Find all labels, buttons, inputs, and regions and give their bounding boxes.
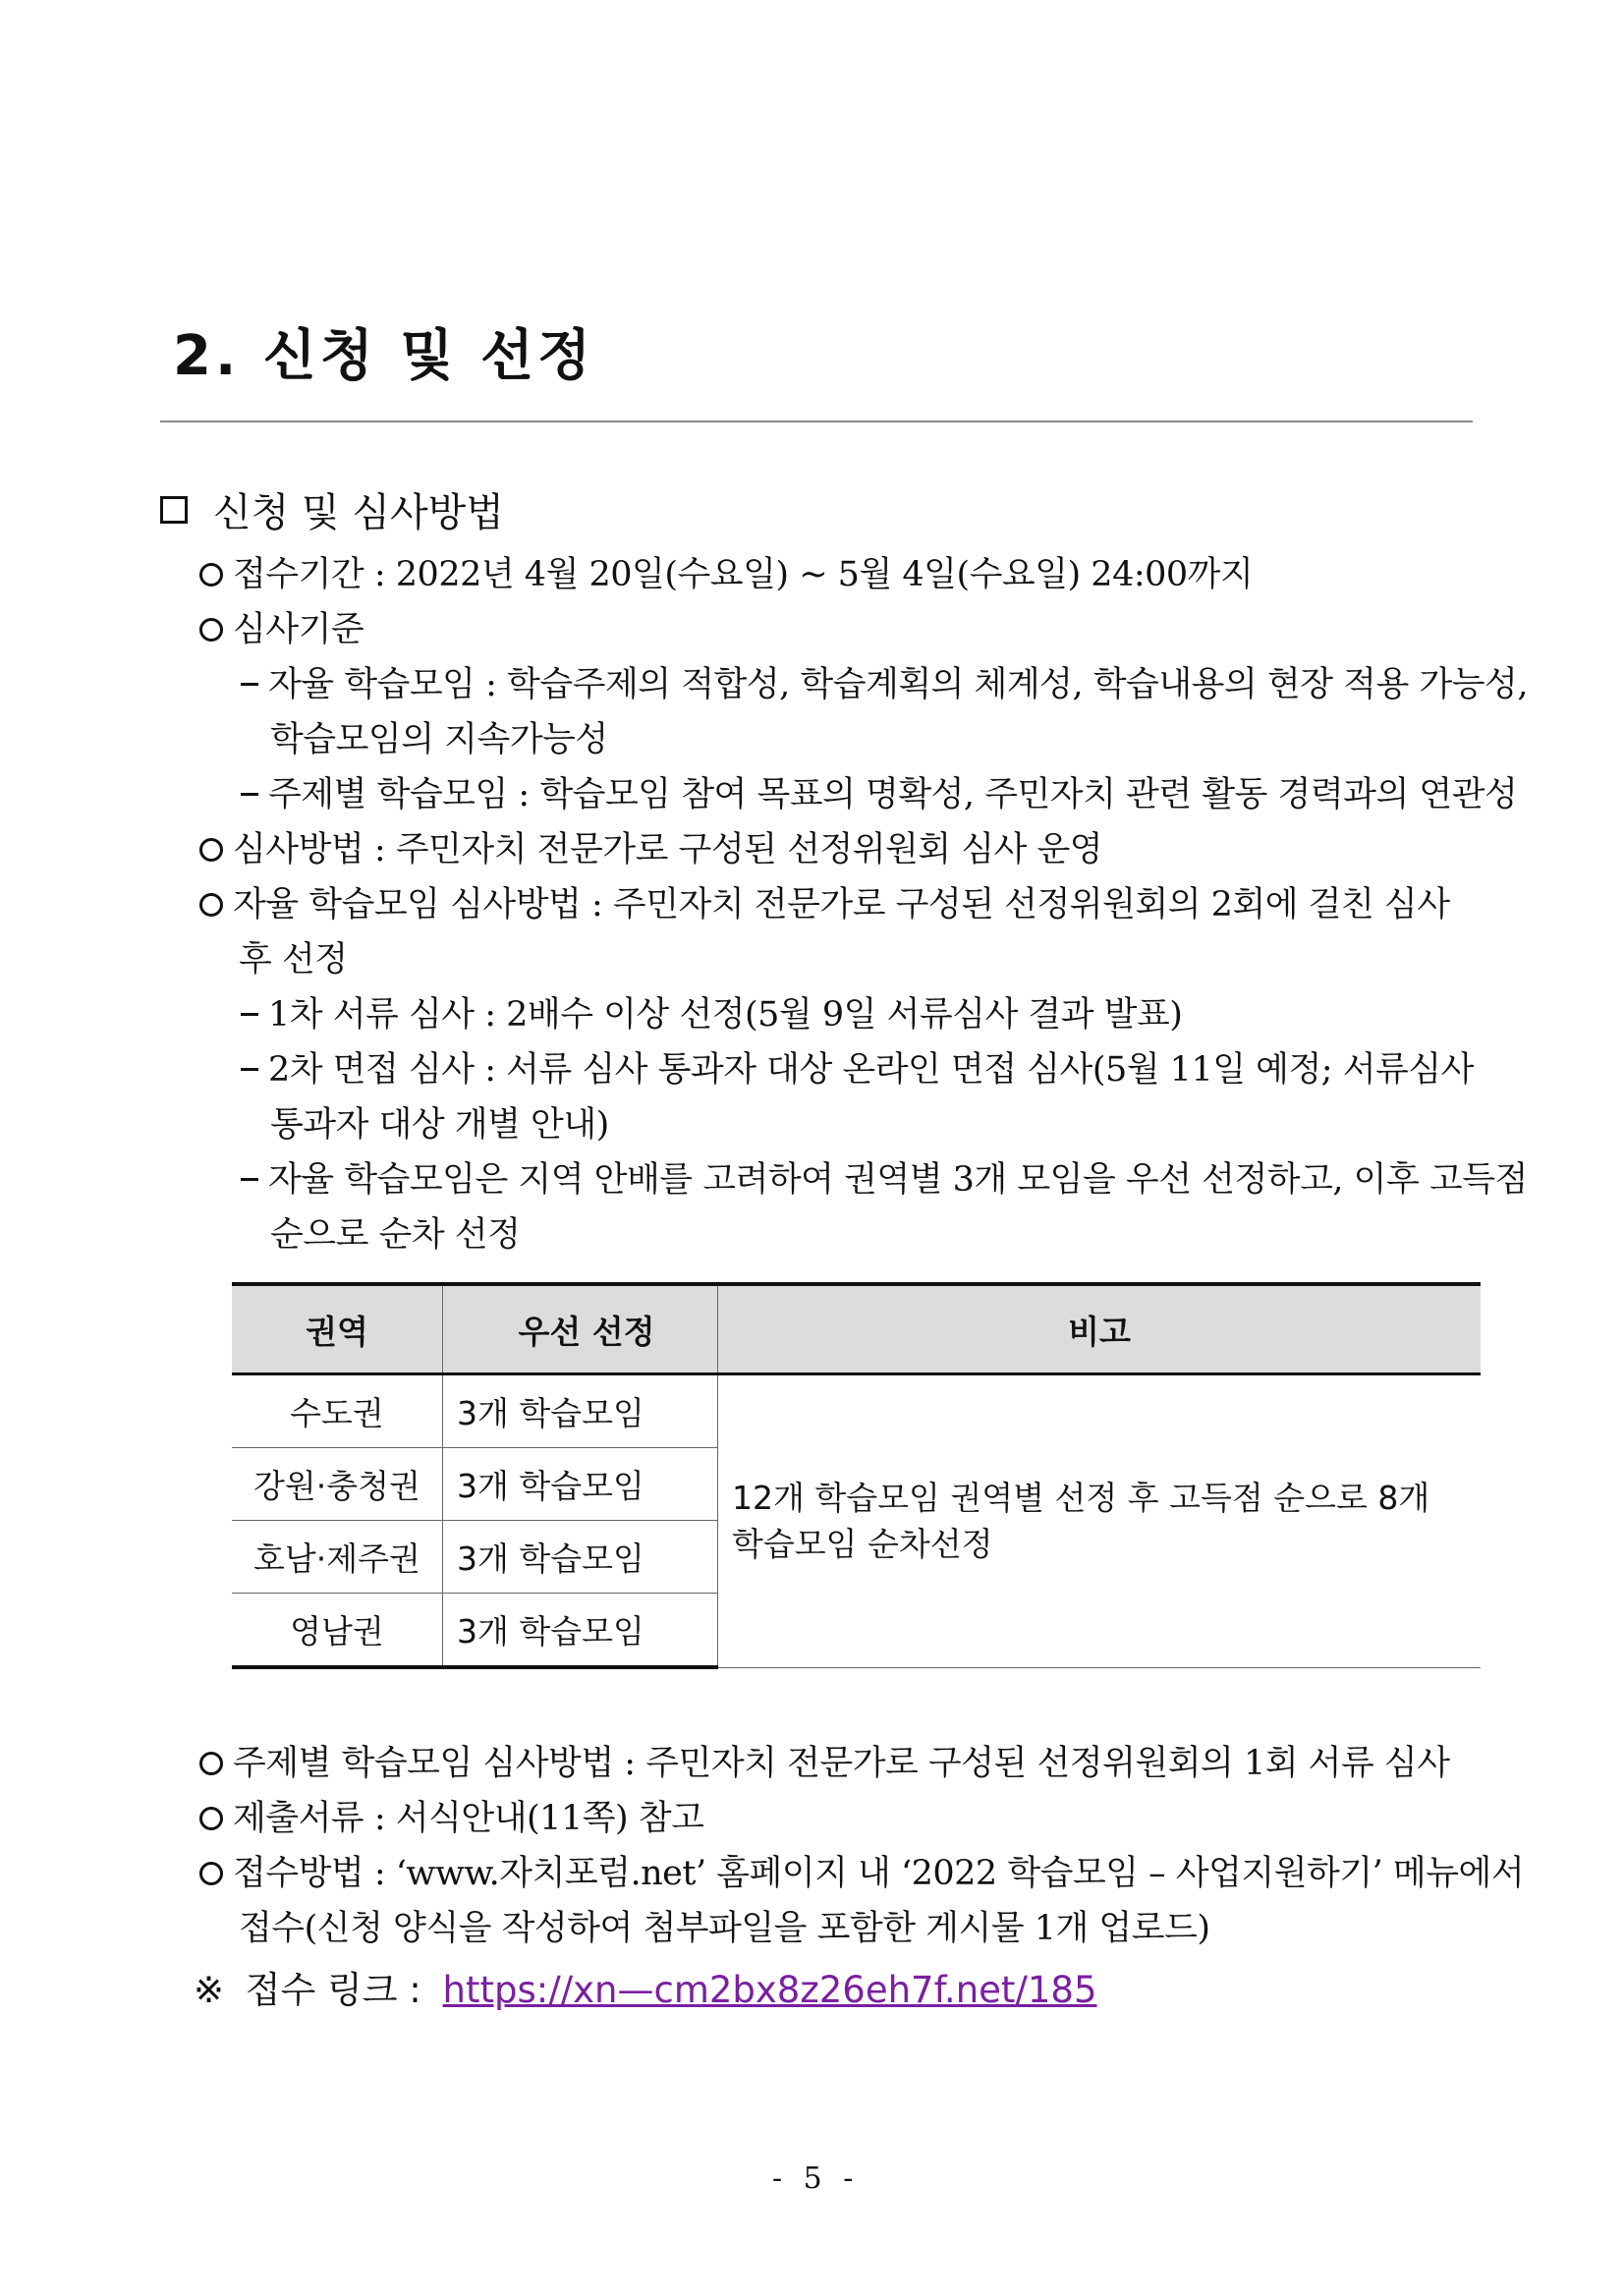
dash-bullet-icon <box>241 683 258 686</box>
dash-bullet-icon <box>241 1178 258 1181</box>
section-heading <box>160 481 504 537</box>
item-auto-method-cont: 후 선정 <box>239 940 348 980</box>
criteria-autonomous-cont: 학습모임의 지속가능성 <box>270 720 608 759</box>
header-region: 권역 <box>232 1284 443 1374</box>
priority-cell: 3개 학습모임 <box>443 1374 718 1448</box>
region-cell: 수도권 <box>232 1374 443 1448</box>
round-2-cont: 통과자 대상 개별 안내) <box>270 1105 609 1145</box>
dash-bullet-icon <box>241 1013 258 1016</box>
item-docs: 제출서류 : 서식안내(11쪽) 참고 <box>199 1791 703 1840</box>
priority-cell: 3개 학습모임 <box>443 1521 718 1594</box>
page-number: - 5 - <box>772 2161 860 2196</box>
circle-bullet-icon <box>199 1862 223 1885</box>
selection-table <box>232 1282 1481 1669</box>
round-2: 2차 면접 심사 : 서류 심사 통과자 대상 온라인 면접 심사(5월 11일 예정; 서류심사 <box>241 1042 1474 1092</box>
item-method: 심사방법 : 주민자치 전문가로 구성된 선정위원회 심사 운영 <box>199 822 1102 871</box>
application-link[interactable]: https://xn—cm2bx8z26eh7f.net/185 <box>442 1969 1097 2011</box>
link-label: 접수 링크 : <box>245 1969 421 2011</box>
region-rule: 자율 학습모임은 지역 안배를 고려하여 권역별 3개 모임을 우선 선정하고, 이후 고득점 <box>241 1152 1528 1202</box>
item-theme-method: 주제별 학습모임 심사방법 : 주민자치 전문가로 구성된 선정위원회의 1회 서류 심사 <box>199 1736 1450 1785</box>
item-criteria: 심사기준 <box>199 602 364 651</box>
round-1: 1차 서류 심사 : 2배수 이상 선정(5월 9일 서류심사 결과 발표) <box>241 987 1182 1036</box>
page-title: 2. 신청 및 선정 <box>173 324 595 388</box>
item-apply: 접수방법 : ‘www.자치포럼.net’ 홈페이지 내 ‘2022 학습모임 – 사업지원하기’ 메뉴에서 <box>199 1846 1524 1895</box>
table-row <box>232 1374 1481 1448</box>
checkbox-square-icon <box>160 496 188 524</box>
table-header-row <box>232 1284 1481 1374</box>
item-apply-cont: 접수(신청 양식을 작성하여 첨부파일을 포함한 게시물 1개 업로드) <box>239 1909 1210 1948</box>
section-heading-text: 신청 및 심사방법 <box>213 490 504 535</box>
item-period: 접수기간 : 2022년 4월 20일(수요일) ~ 5월 4일(수요일) 24:00까지 <box>199 547 1253 596</box>
item-auto-method: 자율 학습모임 심사방법 : 주민자치 전문가로 구성된 선정위원회의 2회에 걸친 심사 <box>199 877 1450 926</box>
reference-mark: ※ <box>194 1969 225 2011</box>
title-divider <box>160 420 1473 422</box>
priority-cell: 3개 학습모임 <box>443 1594 718 1668</box>
note-cell: 12개 학습모임 권역별 선정 후 고득점 순으로 8개 학습모임 순차선정 <box>718 1374 1482 1668</box>
header-priority: 우선 선정 <box>443 1284 718 1374</box>
criteria-autonomous: 자율 학습모임 : 학습주제의 적합성, 학습계획의 체계성, 학습내용의 현장 적용 가능성, <box>241 657 1528 706</box>
circle-bullet-icon <box>199 838 223 862</box>
criteria-theme: 주제별 학습모임 : 학습모임 참여 목표의 명확성, 주민자치 관련 활동 경력과의 연관성 <box>241 767 1517 816</box>
dash-bullet-icon <box>241 1068 258 1071</box>
circle-bullet-icon <box>199 1807 223 1830</box>
region-rule-cont: 순으로 순차 선정 <box>270 1215 521 1255</box>
priority-cell: 3개 학습모임 <box>443 1448 718 1521</box>
header-note: 비고 <box>718 1284 1482 1374</box>
region-cell: 강원·충청권 <box>232 1448 443 1521</box>
link-line <box>194 1960 1097 2013</box>
circle-bullet-icon <box>199 893 223 917</box>
region-cell: 호남·제주권 <box>232 1521 443 1594</box>
circle-bullet-icon <box>199 563 223 587</box>
circle-bullet-icon <box>199 618 223 642</box>
dash-bullet-icon <box>241 793 258 796</box>
region-cell: 영남권 <box>232 1594 443 1668</box>
circle-bullet-icon <box>199 1752 223 1775</box>
